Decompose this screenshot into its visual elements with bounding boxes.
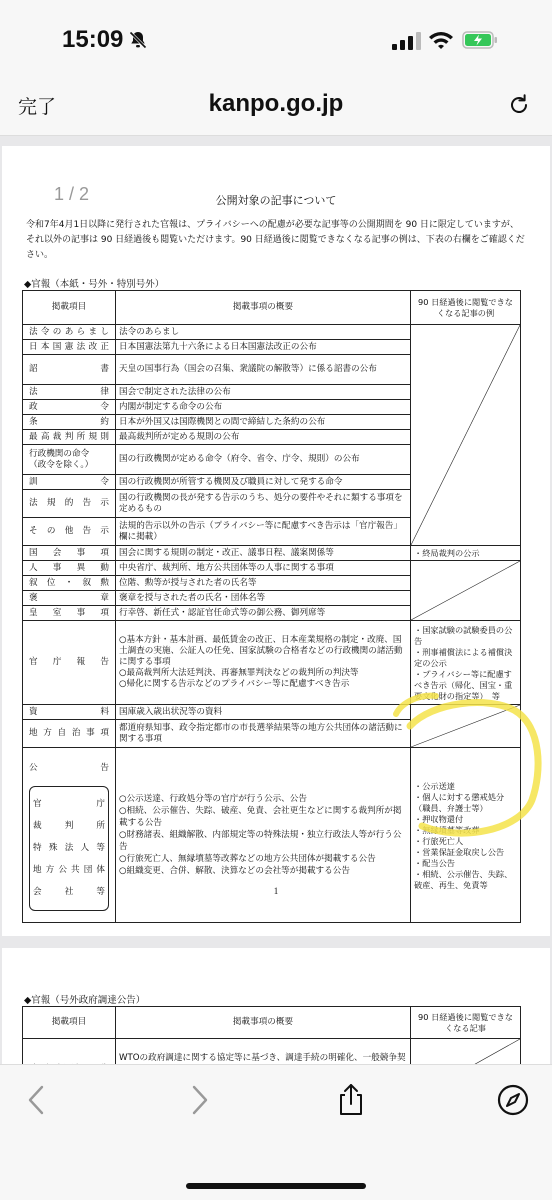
- desc-line: ○基本方針・基本計画、最低賃金の改正、日本産業規格の制定・改廃、国土調査の実施、公証人の任免、国家試験の合格者などの行政機関の諸活動に関する事項: [119, 635, 403, 667]
- row-desc: 日本国憲法第九十六条による日本国憲法改正の公布: [116, 340, 411, 355]
- cellular-signal-icon: [392, 32, 422, 50]
- row-item: 叙位・叙勲: [23, 576, 116, 591]
- row-desc: 最高裁判所が定める規則の公布: [116, 430, 411, 445]
- row-desc: 国の行政機関の長が発する告示のうち、処分の要件やそれに類する事項を定めるもの: [116, 490, 411, 518]
- row-item: 公 告: [29, 763, 109, 773]
- subitem: 特殊法人等: [33, 843, 105, 853]
- header-example: 90 日経過後に閲覧できなくなる記事: [411, 1007, 521, 1039]
- browser-toolbar: [0, 1064, 552, 1200]
- row-desc: 内閣が制定する命令の公布: [116, 400, 411, 415]
- done-button[interactable]: 完了: [18, 96, 57, 118]
- row-item: 条 約: [23, 415, 116, 430]
- table-header: [23, 291, 521, 325]
- table-row: [23, 546, 521, 561]
- desc-line: ○公示送達、行政処分等の官庁が行う公示、公告: [119, 794, 307, 804]
- back-icon[interactable]: [22, 1083, 52, 1117]
- row-desc: 国会に関する規則の制定・改正、議事日程、議案関係等: [116, 546, 411, 561]
- row-item: 褒 章: [23, 591, 116, 606]
- row-item: 人事異動: [23, 561, 116, 576]
- example-line: ・相続、公示催告、失踪、破産、再生、免責等: [414, 869, 513, 890]
- row-example-list: [411, 748, 521, 923]
- desc-line: ○最高裁判所大法廷判決、再審無罪判決などの裁判所の判決等: [119, 668, 359, 678]
- empty-example-cell: [411, 561, 521, 621]
- table-header: [23, 1007, 521, 1039]
- example-line: ・行旅死亡人: [414, 836, 464, 846]
- wifi-icon: [428, 30, 454, 50]
- desc-line: ○組織変更、合併、解散、決算などの会社等が掲載する公告: [119, 866, 350, 876]
- example-line: ・無縁墳墓等改葬: [414, 825, 480, 835]
- example-line: ・刑事補償法による補償決定の公示: [414, 647, 513, 668]
- example-line: ・配当公告: [414, 858, 455, 868]
- table-row: [23, 621, 521, 705]
- share-icon[interactable]: [336, 1083, 366, 1117]
- header-summary: 掲載事項の概要: [116, 291, 411, 325]
- row-item: 地方自治事項: [23, 720, 116, 748]
- row-desc: 褒章を授与された者の氏名・団体名等: [116, 591, 411, 606]
- row-desc: 中央省庁、裁判所、地方公共団体等の人事に関する事項: [116, 561, 411, 576]
- desc-line: ○相続、公示催告、失踪、破産、免責、会社更生などに関する裁判所が掲載する公告: [119, 806, 402, 828]
- page-indicator: 1 / 2: [54, 184, 90, 204]
- intro-paragraph: 令和7年4月1日以降に発行された官報は、プライバシーへの配慮が必要な記事等の公開期間を 90 日に限定していますが、それ以外の記事は 90 日経過後も閲覧いただけます。90 日経過後に閲覧できなくなる記事の例は、下表の右欄をご確認ください。: [26, 220, 525, 260]
- row-item: その他告示: [23, 518, 116, 546]
- row-desc: 行幸啓、新任式・認証官任命式等の御公務、御列席等: [116, 606, 411, 621]
- row-desc: 位階、勲等が授与された者の氏名等: [116, 576, 411, 591]
- row-item: 日本国憲法改正: [23, 340, 116, 355]
- row-desc: 法規的告示以外の告示（プライバシー等に配慮すべき告示は「官庁報告」欄に掲載）: [116, 518, 411, 546]
- row-item-group: [23, 748, 116, 923]
- row-item: 国会事項: [23, 546, 116, 561]
- row-example-list: [411, 621, 521, 705]
- row-desc: 法令のあらまし: [116, 325, 411, 340]
- pdf-viewer[interactable]: [0, 136, 552, 1064]
- row-desc: WTOの政府調達に関する協定等に基づき、調達手続の明確化、一般競争契: [116, 1039, 411, 1101]
- reload-icon[interactable]: [506, 92, 532, 118]
- row-desc-list: [116, 748, 411, 923]
- row-item: 行政機関の命令 （政令を除く。）: [23, 445, 116, 475]
- table-row: [23, 705, 521, 720]
- example-line: ・個人に対する懲戒処分（職員、弁護士等）: [414, 792, 505, 813]
- section-heading: ◆官報（本紙・号外・特別号外）: [24, 279, 165, 290]
- row-desc: 国会で制定された法律の公布: [116, 385, 411, 400]
- example-line: ・国家試験の試験委員の公告: [414, 625, 513, 646]
- browser-header: [0, 76, 552, 136]
- row-item: 法 律: [23, 385, 116, 400]
- example-line: ・プライバシー等に配慮すべき告示（帰化、国宝・重要文化財の指定等） 等: [414, 669, 513, 701]
- table-row: [23, 748, 521, 923]
- forward-icon[interactable]: [184, 1083, 214, 1117]
- row-desc: 天皇の国事行為（国会の召集、衆議院の解散等）に係る詔書の公布: [116, 355, 411, 385]
- status-time: 15:09: [62, 26, 124, 53]
- row-desc: 国の行政機関が定める命令（府令、省令、庁令、規則）の公布: [116, 445, 411, 475]
- home-indicator: [186, 1183, 366, 1189]
- empty-example-cell: [411, 325, 521, 546]
- subitem: 地方公共団体: [33, 865, 105, 875]
- subitem: 官 庁: [33, 799, 105, 809]
- document-title: 公開対象の記事について: [215, 194, 337, 207]
- row-item: 官庁報告: [23, 621, 116, 705]
- header-example: 90 日経過後に閲覧できなくなる記事の例: [411, 291, 521, 325]
- example-line: ・公示送達: [414, 781, 455, 791]
- desc-line: ○行旅死亡人、無縁墳墓等改葬などの地方公共団体が掲載する公告: [119, 854, 376, 864]
- battery-charging-icon: [462, 31, 498, 49]
- table-row: [23, 325, 521, 340]
- row-desc: 都道府県知事、政令指定都市の市長選挙結果等の地方公共団体の諸活動に関する事項: [116, 720, 411, 748]
- table-row: [23, 561, 521, 576]
- example-line: ・押収物還付: [414, 814, 464, 824]
- bell-slash-icon: [128, 30, 148, 50]
- row-desc: 国の行政機関が所管する機関及び職員に対して発する命令: [116, 475, 411, 490]
- row-item: 法規的告示: [23, 490, 116, 518]
- row-item: 最高裁判所規則: [23, 430, 116, 445]
- header-item: 掲載項目: [23, 291, 116, 325]
- page-number: 1: [273, 886, 279, 896]
- desc-line: ○帰化に関する告示などのプライバシー等に配慮すべき告示: [119, 679, 350, 689]
- address-bar-url[interactable]: kanpo.go.jp: [208, 90, 344, 117]
- row-item: 皇室事項: [23, 606, 116, 621]
- row-item: 法令のあらまし: [23, 325, 116, 340]
- subitem: 会 社 等: [33, 887, 105, 897]
- row-item: 訓 令: [23, 475, 116, 490]
- row-desc-list: [116, 621, 411, 705]
- example-line: ・営業保証金取戻し公告: [414, 847, 505, 857]
- row-item: 詔 書: [23, 355, 116, 385]
- kanpo-table: [22, 290, 521, 923]
- header-item: 掲載項目: [23, 1007, 116, 1039]
- row-item: 資 料: [23, 705, 116, 720]
- desc-line: ○財務諸表、組織解散、内部規定等の特殊法規・独立行政法人等が行う公告: [119, 830, 402, 852]
- pdf-page-1: [2, 146, 550, 936]
- header-summary: 掲載事項の概要: [116, 1007, 411, 1039]
- row-desc: 日本が外国又は国際機関との間で締結した条約の公布: [116, 415, 411, 430]
- compass-safari-icon[interactable]: [496, 1083, 530, 1117]
- row-example: ・終局裁判の公示: [411, 546, 521, 561]
- row-desc: 国庫歳入歳出状況等の資料: [116, 705, 411, 720]
- section-heading: ◆官報（号外政府調達公告）: [24, 995, 146, 1006]
- status-bar: [0, 0, 552, 76]
- empty-example-cell: [411, 705, 521, 748]
- subitem: 裁 判 所: [33, 821, 105, 831]
- row-item: 政 令: [23, 400, 116, 415]
